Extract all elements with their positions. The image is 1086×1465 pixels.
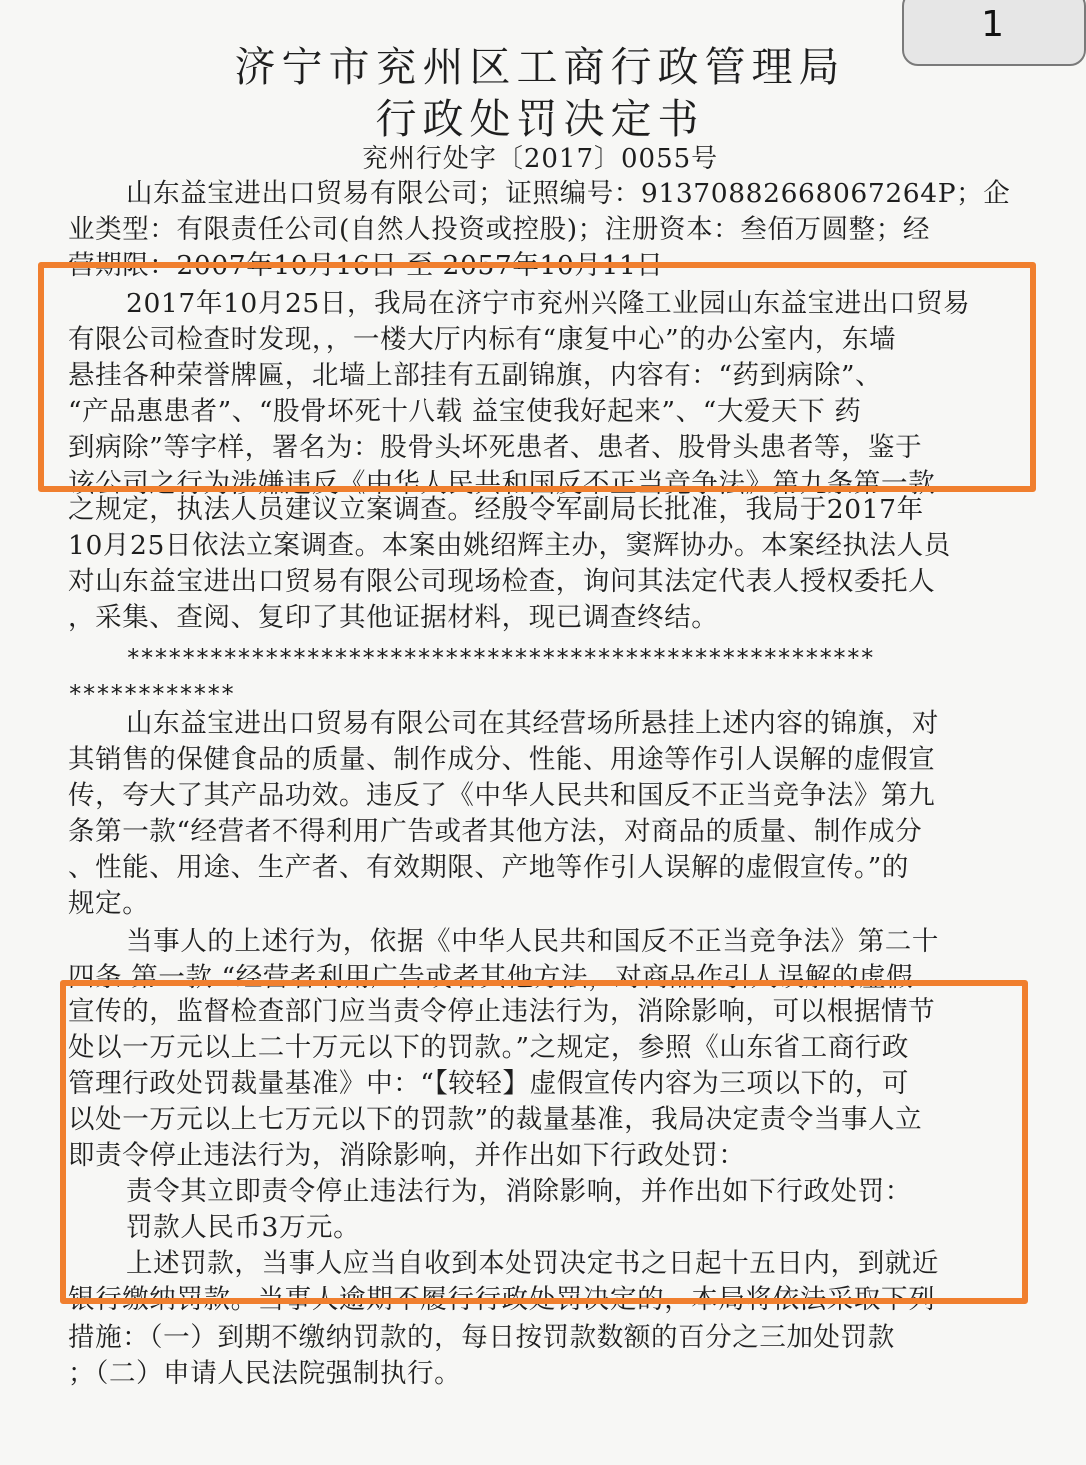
penalty-line: 银行缴纳罚款。当事人逾期不履行行政处罚决定的，本局将依法采取下列	[68, 1284, 936, 1315]
violation-line: 规定。	[68, 888, 150, 919]
finding-line: 到病除”等字样，署名为：股骨头坏死患者、患者、股骨头患者等，鉴于	[68, 432, 923, 463]
highlight-box-2	[60, 980, 1028, 1304]
investigation-line: 之规定，执法人员建议立案调查。经殷令军副局长批准，我局于2017年	[68, 494, 924, 525]
violation-line: 山东益宝进出口贸易有限公司在其经营场所悬挂上述内容的锦旗，对	[126, 708, 939, 739]
finding-line: 悬挂各种荣誉牌匾，北墙上部挂有五副锦旗，内容有：“药到病除”、	[68, 360, 883, 391]
finding-line: 该公司之行为涉嫌违反《中华人民共和国反不正当竞争法》第九条第一款	[68, 468, 936, 499]
finding-line: 有限公司检查时发现，，一楼大厅内标有“康复中心”的办公室内，东墙	[68, 324, 897, 355]
document-title-line1: 济宁市兖州区工商行政管理局	[234, 43, 846, 91]
stars-line: ************	[68, 680, 235, 708]
finding-line: “产品惠患者”、“股骨坏死十八载 益宝使我好起来”、“大爱天下 药	[68, 396, 862, 427]
violation-line: 其销售的保健食品的质量、制作成分、性能、用途等作引人误解的虚假宣	[68, 744, 936, 775]
investigation-line: 对山东益宝进出口贸易有限公司现场检查，询问其法定代表人授权委托人	[68, 566, 936, 597]
enforcement-paragraph	[68, 1320, 998, 1392]
header-block	[0, 176, 1080, 281]
violation-line: 、性能、用途、生产者、有效期限、产地等作引人误解的虚假宣传。”的	[68, 852, 909, 883]
violation-line: 传，夸大了其产品功效。违反了《中华人民共和国反不正当竞争法》第九	[68, 780, 936, 811]
penalty-line: 宣传的，监督检查部门应当责令停止违法行为，消除影响，可以根据情节	[68, 996, 936, 1027]
redaction-stars	[68, 640, 998, 712]
penalty-line: 管理行政处罚裁量基准》中：“【较轻】虚假宣传内容为三项以下的，可	[68, 1068, 909, 1099]
document-number: 兖州行处字〔2017〕0055号	[361, 144, 719, 174]
enforcement-line: 措施：（一）到期不缴纳罚款的，每日按罚款数额的百分之三加处罚款	[68, 1322, 895, 1353]
penalty-line: 以处一万元以上七万元以下的罚款”的裁量基准，我局决定责令当事人立	[68, 1104, 923, 1135]
penalty-line: 责令其立即责令停止违法行为，消除影响，并作出如下行政处罚：	[126, 1176, 912, 1207]
penalty-line: 上述罚款，当事人应当自收到本处罚决定书之日起十五日内，到就近	[126, 1248, 939, 1279]
enforcement-line: ；（二）申请人民法院强制执行。	[68, 1358, 462, 1389]
investigation-line: 10月25日依法立案调查。本案由姚绍辉主办，窦辉协办。本案经执法人员	[68, 530, 951, 561]
investigation-paragraph	[68, 492, 998, 636]
page-number: 1	[981, 4, 1004, 45]
penalty-line: 罚款人民币3万元。	[126, 1212, 361, 1243]
violation-line: 条第一款“经营者不得利用广告或者其他方法，对商品的质量、制作成分	[68, 816, 923, 847]
investigation-line: ，采集、查阅、复印了其他证据材料，现已调查终结。	[68, 602, 719, 633]
legal-basis-line: 四条 第一款 “经营者利用广告或者其他方法，对商品作引人误解的虚假	[68, 962, 914, 993]
header-line: 营期限：2007年10月16日 至 2057年10月11日	[68, 250, 664, 281]
highlight-box-1	[38, 262, 1036, 492]
legal-basis-paragraph	[0, 920, 1080, 993]
legal-basis-line: 当事人的上述行为，依据《中华人民共和国反不正当竞争法》第二十	[126, 926, 939, 957]
header-line: 业类型：有限责任公司(自然人投资或控股)；注册资本：叁佰万圆整；经	[68, 214, 930, 245]
finding-line: 2017年10月25日，我局在济宁市兖州兴隆工业园山东益宝进出口贸易	[126, 288, 971, 319]
violation-paragraph	[68, 706, 998, 922]
stars-line: ******************************************************	[126, 644, 874, 672]
penalty-line: 处以一万元以上二十万元以下的罚款。”之规定，参照《山东省工商行政	[68, 1032, 909, 1063]
document-title-line2: 行政处罚决定书	[375, 95, 705, 143]
penalty-line: 即责令停止违法行为，消除影响，并作出如下行政处罚：	[68, 1140, 746, 1171]
header-line: 山东益宝进出口贸易有限公司；证照编号：91370882668067264P；企	[126, 178, 1011, 209]
